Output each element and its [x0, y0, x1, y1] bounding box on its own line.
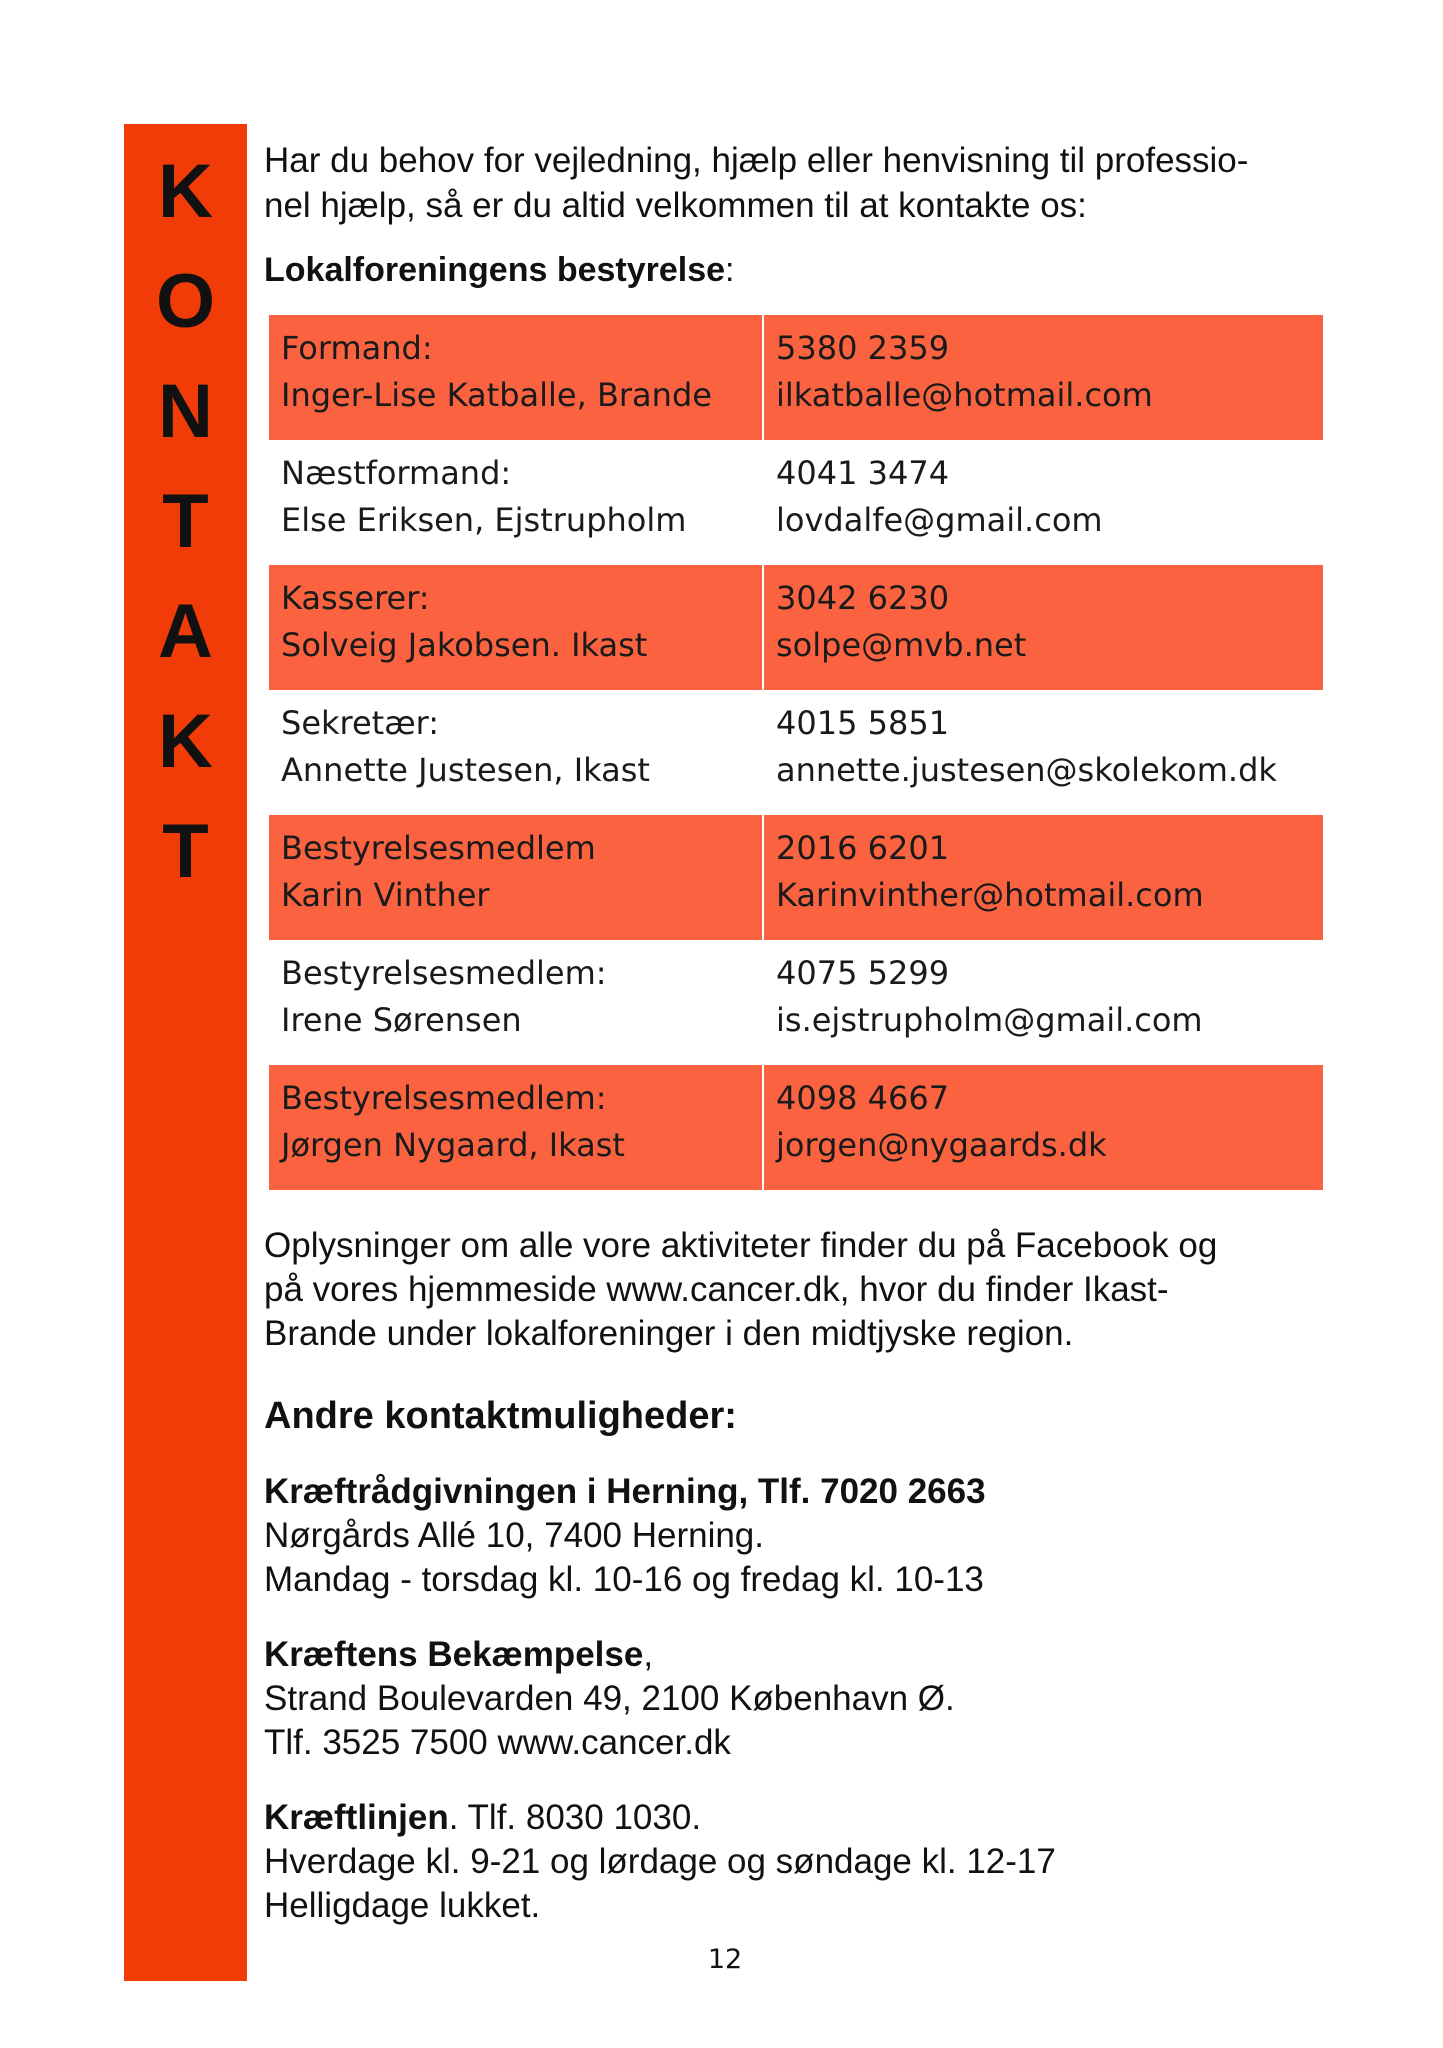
member-name: Inger-Lise Katballe, Brande — [281, 376, 712, 414]
member-name: Else Eriksen, Ejstrupholm — [281, 501, 687, 539]
member-cell — [269, 690, 763, 815]
kontakt-sidebar — [124, 124, 247, 1981]
intro-line: Har du behov for vejledning, hjælp eller henvisning til professio- — [264, 141, 1249, 180]
member-role: Bestyrelsesmedlem: — [281, 1079, 607, 1117]
member-phone: 4041 3474 — [776, 454, 950, 492]
member-cell — [269, 1065, 763, 1190]
bekaempelse-contact: Tlf. 3525 7500 www.cancer.dk — [264, 1723, 731, 1762]
contact-cell — [763, 440, 1323, 565]
member-name: Jørgen Nygaard, Ikast — [281, 1126, 625, 1164]
raadgivning-title: Kræftrådgivningen i Herning, Tlf. 7020 2663 — [264, 1472, 986, 1511]
member-role: Næstformand: — [281, 454, 512, 492]
board-heading-text: Lokalforeningens bestyrelse — [264, 251, 726, 289]
member-role: Kasserer: — [281, 579, 430, 617]
linjen-hours: Hverdage kl. 9-21 og lørdage og søndage kl. 12-17 — [264, 1842, 1056, 1881]
table-row — [269, 1065, 1323, 1190]
member-phone: 4075 5299 — [776, 954, 950, 992]
contact-cell — [763, 315, 1323, 440]
member-cell — [269, 815, 763, 940]
member-email: solpe@mvb.net — [776, 626, 1027, 664]
bekaempelse-title: Kræftens Bekæmpelse — [264, 1635, 644, 1674]
member-email: lovdalfe@gmail.com — [776, 501, 1103, 539]
board-heading-colon: : — [725, 251, 735, 289]
bekaempelse-title-suffix: , — [643, 1635, 654, 1674]
raadgivning-address: Nørgårds Allé 10, 7400 Herning. — [264, 1516, 764, 1555]
sidebar-letter: N — [158, 369, 213, 454]
member-email: annette.justesen@skolekom.dk — [776, 751, 1277, 789]
contact-cell — [763, 1065, 1323, 1190]
member-role: Bestyrelsesmedlem — [281, 829, 596, 867]
member-name: Annette Justesen, Ikast — [281, 751, 650, 789]
member-email: ilkatballe@hotmail.com — [776, 376, 1153, 414]
member-role: Formand: — [281, 329, 433, 367]
contact-cell — [763, 940, 1323, 1065]
other-contacts-heading: Andre kontaktmuligheder: — [264, 1395, 737, 1437]
sidebar-letter: A — [158, 589, 213, 674]
member-email: is.ejstrupholm@gmail.com — [776, 1001, 1203, 1039]
board-heading — [264, 248, 735, 292]
member-phone: 4015 5851 — [776, 704, 950, 742]
member-role: Sekretær: — [281, 704, 440, 742]
bekaempelse-address: Strand Boulevarden 49, 2100 København Ø. — [264, 1679, 955, 1718]
contact-cell — [763, 690, 1323, 815]
member-phone: 5380 2359 — [776, 329, 950, 367]
member-name: Irene Sørensen — [281, 1001, 522, 1039]
linjen-title: Kræftlinjen — [264, 1798, 449, 1837]
info-line: Oplysninger om alle vore aktiviteter finder du på Facebook og — [264, 1226, 1218, 1265]
contact-cell — [763, 565, 1323, 690]
member-email: jorgen@nygaards.dk — [776, 1126, 1107, 1164]
member-cell — [269, 940, 763, 1065]
board-contact-table — [269, 315, 1323, 1190]
intro-paragraph — [264, 138, 1354, 228]
linjen-holidays: Helligdage lukket. — [264, 1886, 541, 1925]
table-row — [269, 565, 1323, 690]
table-row — [269, 440, 1323, 565]
member-cell — [269, 440, 763, 565]
member-email: Karinvinther@hotmail.com — [776, 876, 1204, 914]
table-row — [269, 315, 1323, 440]
sidebar-letter: K — [158, 149, 213, 234]
info-paragraph — [264, 1224, 1364, 1356]
member-role: Bestyrelsesmedlem: — [281, 954, 607, 992]
member-cell — [269, 565, 763, 690]
table-row — [269, 815, 1323, 940]
member-name: Karin Vinther — [281, 876, 490, 914]
sidebar-letter: O — [155, 259, 216, 344]
page-number: 12 — [707, 1944, 743, 1975]
table-row — [269, 940, 1323, 1065]
info-line: Brande under lokalforeninger i den midtjyske region. — [264, 1314, 1074, 1353]
raadgivning-hours: Mandag - torsdag kl. 10-16 og fredag kl. 10-13 — [264, 1560, 984, 1599]
member-cell — [269, 315, 763, 440]
member-name: Solveig Jakobsen. Ikast — [281, 626, 648, 664]
sidebar-letter: T — [162, 479, 209, 564]
table-row — [269, 690, 1323, 815]
member-phone: 4098 4667 — [776, 1079, 950, 1117]
linjen-title-suffix: . Tlf. 8030 1030. — [448, 1798, 702, 1837]
raadgivning-block — [264, 1470, 1364, 1602]
intro-line: nel hjælp, så er du altid velkommen til at kontakte os: — [264, 186, 1087, 225]
sidebar-letter: K — [158, 699, 213, 784]
member-phone: 2016 6201 — [776, 829, 950, 867]
sidebar-letter: T — [162, 809, 209, 894]
bekaempelse-block — [264, 1633, 1364, 1765]
info-line: på vores hjemmeside www.cancer.dk, hvor du finder Ikast- — [264, 1270, 1169, 1309]
member-phone: 3042 6230 — [776, 579, 950, 617]
contact-cell — [763, 815, 1323, 940]
linjen-block — [264, 1796, 1364, 1928]
